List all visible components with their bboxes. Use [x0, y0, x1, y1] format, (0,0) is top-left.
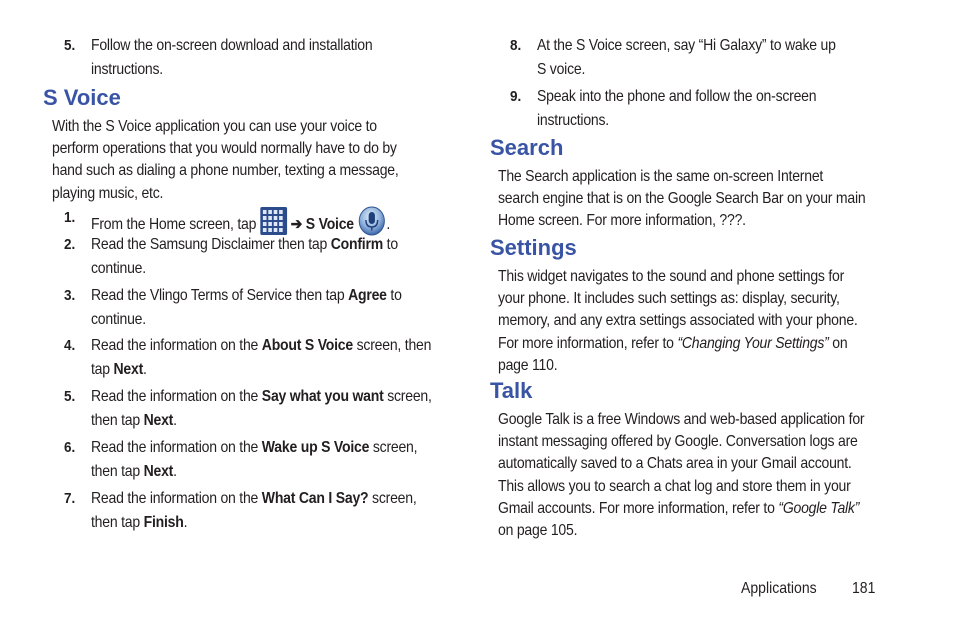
step-text: Speak into the phone and follow the on-screen instructions.	[537, 88, 817, 129]
step-number: 5.	[64, 388, 76, 405]
step-text: At the S Voice screen, say “Hi Galaxy” to wake up S voice.	[537, 37, 836, 78]
heading-settings: Settings	[490, 235, 577, 260]
footer-page-number: 181	[852, 580, 876, 597]
talk-description: Google Talk is a free Windows and web-based application for instant messaging offered by Google. Conversation logs are automatically saved to a Chats area in your Gmail account. This allows you to search a chat log and store them in your Gmail accounts. For more information, refer to “Google Talk” on page 105.	[498, 411, 865, 540]
step-number: 9.	[510, 88, 522, 105]
step-number: 3.	[64, 287, 76, 304]
step-number: 2.	[64, 236, 76, 253]
s-voice-intro: With the S Voice application you can use your voice to perform operations that you would normally have to do by hand such as dialing a phone number, texting a message, playing music, etc.	[52, 118, 399, 202]
step-text: Follow the on-screen download and installation instructions.	[91, 37, 373, 78]
step-number: 1.	[64, 209, 76, 226]
talk-cross-reference[interactable]: “Google Talk”	[778, 499, 860, 517]
step-text: Read the information on the Wake up S Voice screen, then tap Next.	[91, 439, 418, 480]
arrow-glyph: ➔	[290, 216, 303, 234]
app-name: S Voice	[305, 216, 354, 234]
step-text: Read the information on the About S Voice screen, then tap Next.	[91, 337, 432, 378]
step-number: 6.	[64, 439, 76, 456]
search-description: The Search application is the same on-screen Internet search engine that is on the Google Search Bar on your main Home screen. For more information, ???.	[498, 168, 866, 230]
heading-talk: Talk	[490, 378, 533, 403]
step-number: 7.	[64, 490, 76, 507]
step-text: Read the information on the What Can I Say? screen, then tap Finish.	[91, 490, 417, 531]
heading-s-voice: S Voice	[43, 85, 121, 110]
step-text: Read the Vlingo Terms of Service then tap Agree to continue.	[91, 287, 402, 328]
step-text: Read the information on the Say what you want screen, then tap Next.	[91, 388, 432, 429]
step-text: Read the Samsung Disclaimer then tap Confirm to continue.	[91, 236, 398, 277]
step-text: From the Home screen, tap ➔ S Voice .	[91, 206, 390, 244]
step-number: 5.	[64, 37, 76, 54]
step-number: 8.	[510, 37, 522, 54]
heading-search: Search	[490, 135, 564, 160]
footer-section: Applications	[741, 580, 817, 597]
settings-description: This widget navigates to the sound and phone settings for your phone. It includes such settings as: display, security, memory, and any extra settings associated with your phone. For more information, refer to “Changing Your Settings” on page 110.	[498, 268, 858, 374]
settings-cross-reference[interactable]: “Changing Your Settings”	[677, 334, 829, 352]
step-number: 4.	[64, 337, 76, 354]
